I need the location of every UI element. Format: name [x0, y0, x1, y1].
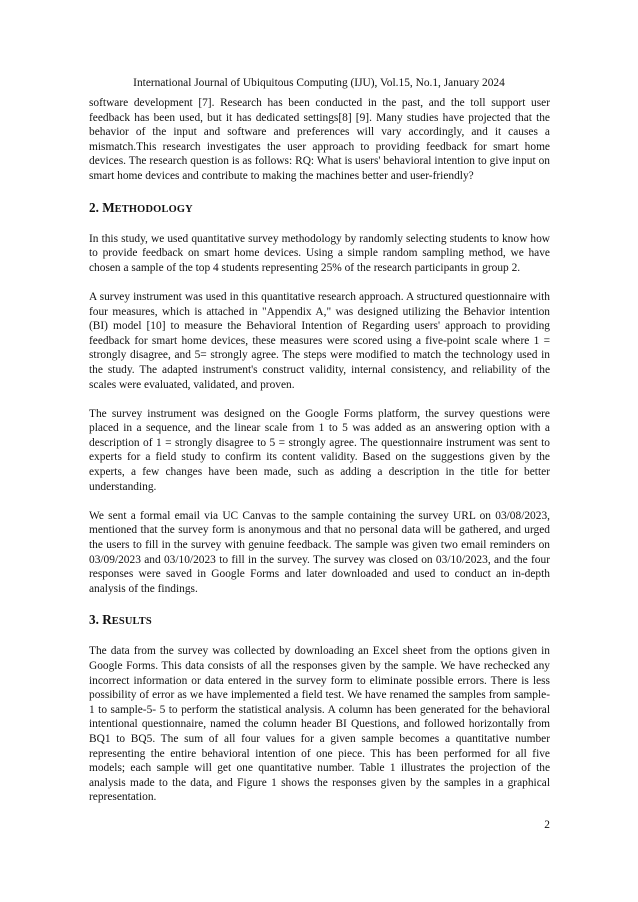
intro-paragraph: software development [7]. Research has been conducted in the past, and the toll support user feedback has been used, but it has dedicated settings[8] [9]. Many studies have projected that the behavior of the input and software and preferences will vary accordingly, and it causes a mismatch.This research investigates the user approach to providing feedback for smart home devices. The research question is as follows: RQ: What is users' behavioral intention to give input on smart home devices and contribute to making the machines better and user-friendly?: [89, 97, 550, 182]
section-number: 3.: [89, 612, 99, 628]
section-title-initial: M: [102, 199, 115, 215]
body-content: [89, 96, 550, 805]
methodology-paragraph-3: The survey instrument was designed on the Google Forms platform, the survey questions were placed in a sequence, and the linear scale from 1 to 5 was added as an answering option with a description of 1 = strongly disagree to 5 = strongly agree. The questionnaire instrument was sent to experts for a field study to confirm its content validity. Based on the suggestions given by the experts, a few changes have been made, such as adding a description in the title for better understanding.: [89, 407, 550, 493]
section-heading-results: [89, 612, 550, 630]
results-paragraph-1: The data from the survey was collected by downloading an Excel sheet from the options given in Google Forms. This data consists of all the responses given by the sample. We have rechecked any incorrect information or data entered in the survey form to eliminate possible errors. There is less possibility of error as we have implemented a field test. We have renamed the samples from sample-1 to sample-5- 5 to perform the statistical analysis. A column has been generated for the behavioral intentional questionnaire, named the column header BI Questions, and followed horizontally from BQ1 to BQ5. The sum of all four values for a given sample becomes a quantitative number representing the entire behavioral intention of one piece. This has been performed for all five models; each sample will get one quantitative number. Table 1 illustrates the projection of the analysis made to the data, and Figure 1 shows the responses given by the samples in a graphical representation.: [89, 645, 550, 804]
section-title-initial: R: [102, 612, 112, 628]
section-number: 2.: [89, 199, 99, 215]
section-title-rest: ESULTS: [111, 616, 152, 628]
methodology-paragraph-2: A survey instrument was used in this quantitative research approach. A structured questionnaire with four measures, which is attached in "Appendix A," was designed utilizing the Behavior intention (BI) model [10] to measure the Behavioral Intention of Regarding users' approach to providing feedback for smart home devices, these measures were scored using a five-point scale where 1 = strongly disagree, and 5= strongly agree. The steps were modified to match the technology used in the study. The adapted instrument's construct validity, internal consistency, and reliability of the scales were evaluated, validated, and proven.: [89, 290, 550, 391]
methodology-paragraph-4: We sent a formal email via UC Canvas to the sample containing the survey URL on 03/08/2023, mentioned that the survey form is anonymous and that no personal data will be gathered, and urged the users to fill in the survey with genuine feedback. The sample was given two email reminders on 03/09/2023 and 03/10/2023 to fill in the survey. The survey was closed on 03/10/2023, and the four responses were saved in Google Forms and later downloaded and used to conduct an in-depth analysis of the findings.: [89, 509, 550, 595]
methodology-paragraph-1: In this study, we used quantitative survey methodology by randomly selecting students to know how to provide feedback on smart home devices. Using a simple random sampling method, we have chosen a sample of the top 4 students representing 25% of the research participants in group 2.: [89, 232, 550, 274]
page-number: 2: [544, 819, 550, 831]
running-header: International Journal of Ubiquitous Computing (IJU), Vol.15, No.1, January 2024: [133, 77, 505, 89]
section-title-rest: ETHODOLOGY: [114, 203, 193, 215]
section-heading-methodology: [89, 200, 550, 218]
